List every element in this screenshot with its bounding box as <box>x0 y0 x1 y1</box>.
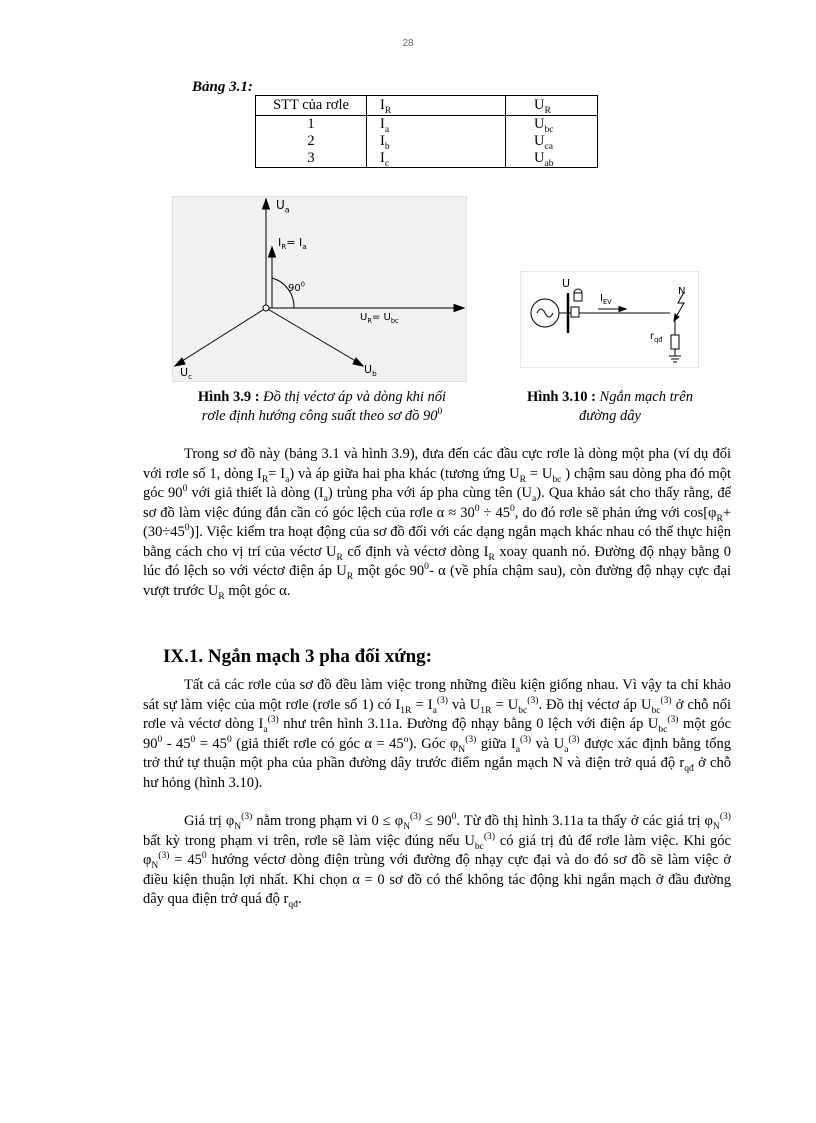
header-ur: $U_R$ <box>506 96 598 116</box>
ub-label: $U_b$ <box>364 363 377 379</box>
header-stt: STT của rơle <box>256 96 367 116</box>
relay-connection-table <box>255 95 598 168</box>
table-caption: Bảng 3.1: <box>192 79 253 95</box>
row-stt: 2 <box>256 133 367 150</box>
relay-body <box>574 293 582 301</box>
table-row <box>256 116 598 134</box>
table-header-row <box>256 96 598 116</box>
paragraph-3 <box>143 812 731 910</box>
paragraph-2 <box>143 676 731 793</box>
vector-diagram <box>172 196 467 382</box>
paragraph-1 <box>143 445 731 601</box>
figure-3-10-caption: Hình 3.10 : Ngắn mạch trên đường dây <box>527 389 693 424</box>
section-heading: IX.1. Ngắn mạch 3 pha đối xứng: <box>163 646 433 667</box>
paragraph-2-text: Tất cả các rơle của sơ đồ đều làm việc trong những điều kiện giống nhau. Vì vậy ta chỉ khảo sát sự làm việc của một rơle (rơle số 1) có $I_{1R} = I_a^{(3)}$ và $U_{1R} = U_{bc}^{(3)}$. Đồ thị véctơ áp $U_{bc}^{(3)}$ ở chỗ nối rơle và véctơ dòng $I_a^{(3)}$ như trên hình 3.11a. Đường độ nhạy bằng 0 lệch với điện áp $U_{bc}^{(3)}$ một góc $90^0 - 45^0 = 45^0$ (giả thiết rơle có góc $\alpha = 45^o$). Góc $\varphi_N^{(3)}$ giữa $I_a^{(3)}$ và $U_a^{(3)}$ được xác định bằng tổng trở thứ tự thuận một pha của phần đường dây trước điểm ngắn mạch N và điện trở quá độ $r_{qđ}$ ở chỗ hư hỏng (hình 3.10). <box>143 677 732 791</box>
table-row <box>256 133 598 150</box>
row-stt: 1 <box>256 116 367 134</box>
uc-label: $U_c$ <box>180 366 193 382</box>
row-current: $I_c$ <box>367 150 506 168</box>
figure-frame <box>520 271 699 368</box>
row-current: $I_a$ <box>367 116 506 134</box>
fault-current-label: $I_{EV}$ <box>600 293 612 306</box>
origin-point <box>263 305 269 311</box>
paragraph-1-text: Trong sơ đồ này (bảng 3.1 và hình 3.9), đưa đến các đầu cực rơle là dòng một pha (ví dụ đối với rơle số 1, dòng $I_R= I_a$) và áp giữa hai pha khác (tương ứng $U_R = U_{bc}$ ) chậm sau dòng pha đó một góc $90^0$ với giả thiết là dòng $(I_a)$ trùng pha với áp pha cùng tên $(U_a)$. Qua khảo sát cho thấy rằng, để sơ đồ làm việc đúng đắn cần có góc lệch của rơle $\alpha \approx 30^0 \div 45^0$, do đó rơle sẽ phản ứng với $\cos[\varphi_R+ (30\div 45^0)]$. Việc kiểm tra hoạt động của sơ đồ đối với các dạng ngắn mạch khác nhau có thể thực hiện bằng cách cho vị trí của véctơ $U_R$ cố định và véctơ dòng $I_R$ xoay quanh nó. Đường độ nhạy bằng 0 lúc đó lệch so với véctơ điện áp $U_R$ một góc $90^0-$ α (về phía chậm sau), còn đường độ nhạy cực đại vượt trước $U_R$ một góc α. <box>143 446 732 602</box>
page-number: 28 <box>402 38 414 49</box>
row-voltage: $U_{ca}$ <box>506 133 598 150</box>
row-voltage: $U_{ab}$ <box>506 150 598 168</box>
row-voltage: $U_{bc}$ <box>506 116 598 134</box>
bus-voltage-label: U <box>562 277 571 290</box>
breaker-symbol <box>571 307 579 317</box>
fault-resistance-label: $r_{qđ}$ <box>650 331 663 344</box>
short-circuit-diagram <box>520 271 699 368</box>
short-circuit-figure <box>520 271 699 368</box>
figure-3-9-caption: Hình 3.9 : Đồ thị véctơ áp và dòng khi nối rơle định hướng công suất theo sơ đồ $90^0$ <box>197 389 447 424</box>
paragraph-3-text: Giá trị $\varphi_N^{(3)}$ nằm trong phạm vi $0 \le \varphi_N^{(3)} \le 90^0$. Từ đồ thị hình 3.11a ta thấy ở các giá trị $\varphi_N^{(3)}$ bất kỳ trong phạm vi trên, rơle sẽ làm việc đúng nếu $U_{bc}^{(3)}$ có giá trị đủ để rơle làm việc. Khi góc $\varphi_N^{(3)} = 45^0$ hướng véctơ dòng điện trùng với đường độ nhạy cực đại và do đó sơ đồ sẽ làm việc ở điều kiện thuận lợi nhất. Khi chọn α = 0 sơ đồ có thể không tác động khi ngắn mạch ở đầu đường dây qua điện trở quá độ $r_{qđ}$. <box>143 811 731 910</box>
vector-diagram-figure <box>172 196 467 382</box>
row-stt: 3 <box>256 150 367 168</box>
row-current: $I_b$ <box>367 133 506 150</box>
table-row <box>256 150 598 168</box>
diagram-background <box>172 196 467 382</box>
fault-resistor <box>671 335 679 349</box>
fault-point-label: N <box>678 286 686 297</box>
ir-label: $I_R= I_a$ <box>278 236 307 252</box>
ua-label: $U_a$ <box>276 198 290 215</box>
header-ir: $I_R$ <box>367 96 506 116</box>
ur-label: $U_R= U_{bc}$ <box>360 312 399 325</box>
angle-label: $90^0$ <box>288 280 305 294</box>
